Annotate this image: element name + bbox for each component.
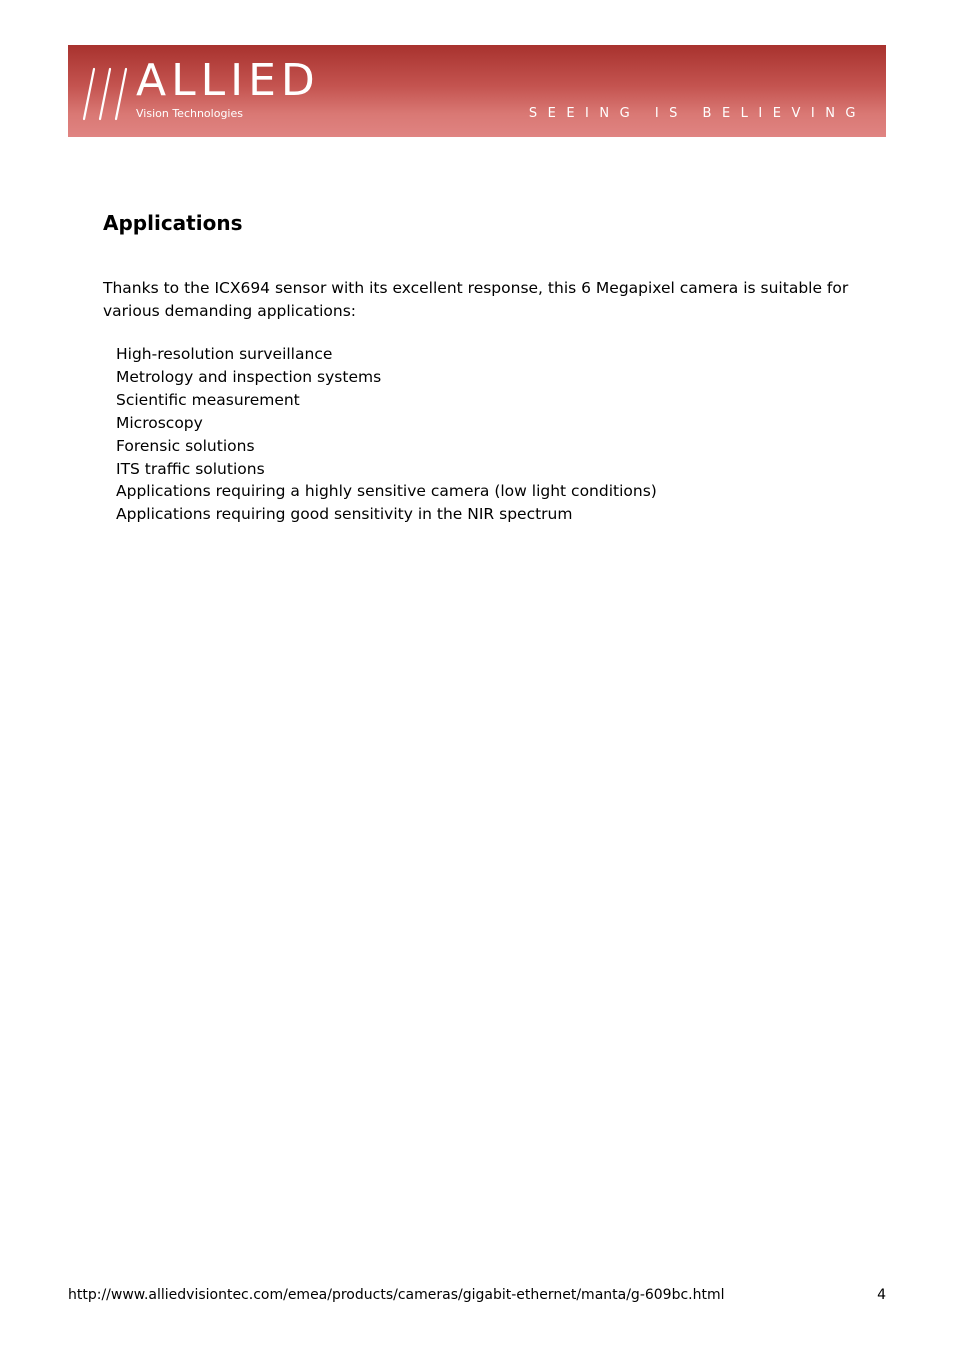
list-item: Metrology and inspection systems <box>116 367 382 386</box>
logo-slashes-icon <box>80 63 136 123</box>
list-item: Scientific measurement <box>116 390 300 409</box>
header-banner <box>68 45 886 137</box>
list-item: Forensic solutions <box>116 436 255 455</box>
logo-wordmark: ALLIED <box>136 55 320 106</box>
list-item: Applications requiring good sensitivity in the NIR spectrum <box>116 505 573 524</box>
list-item: ITS traffic solutions <box>116 459 265 478</box>
intro-paragraph: Thanks to the ICX694 sensor with its excellent response, this 6 Megapixel camera is suitable for various demanding applications: <box>103 279 849 320</box>
list-item: High-resolution surveillance <box>116 345 333 363</box>
footer-url: http://www.alliedvisiontec.com/emea/products/cameras/gigabit-ethernet/manta/g-609bc.html <box>68 1287 725 1303</box>
applications-list <box>116 343 657 526</box>
page-number: 4 <box>877 1287 886 1303</box>
list-item: Microscopy <box>116 413 203 432</box>
logo-subtitle: Vision Technologies <box>136 107 243 120</box>
list-item: Applications requiring a highly sensitive camera (low light conditions) <box>116 482 657 501</box>
tagline: SEEING IS BELIEVING <box>528 106 866 121</box>
section-heading: Applications <box>103 211 243 235</box>
